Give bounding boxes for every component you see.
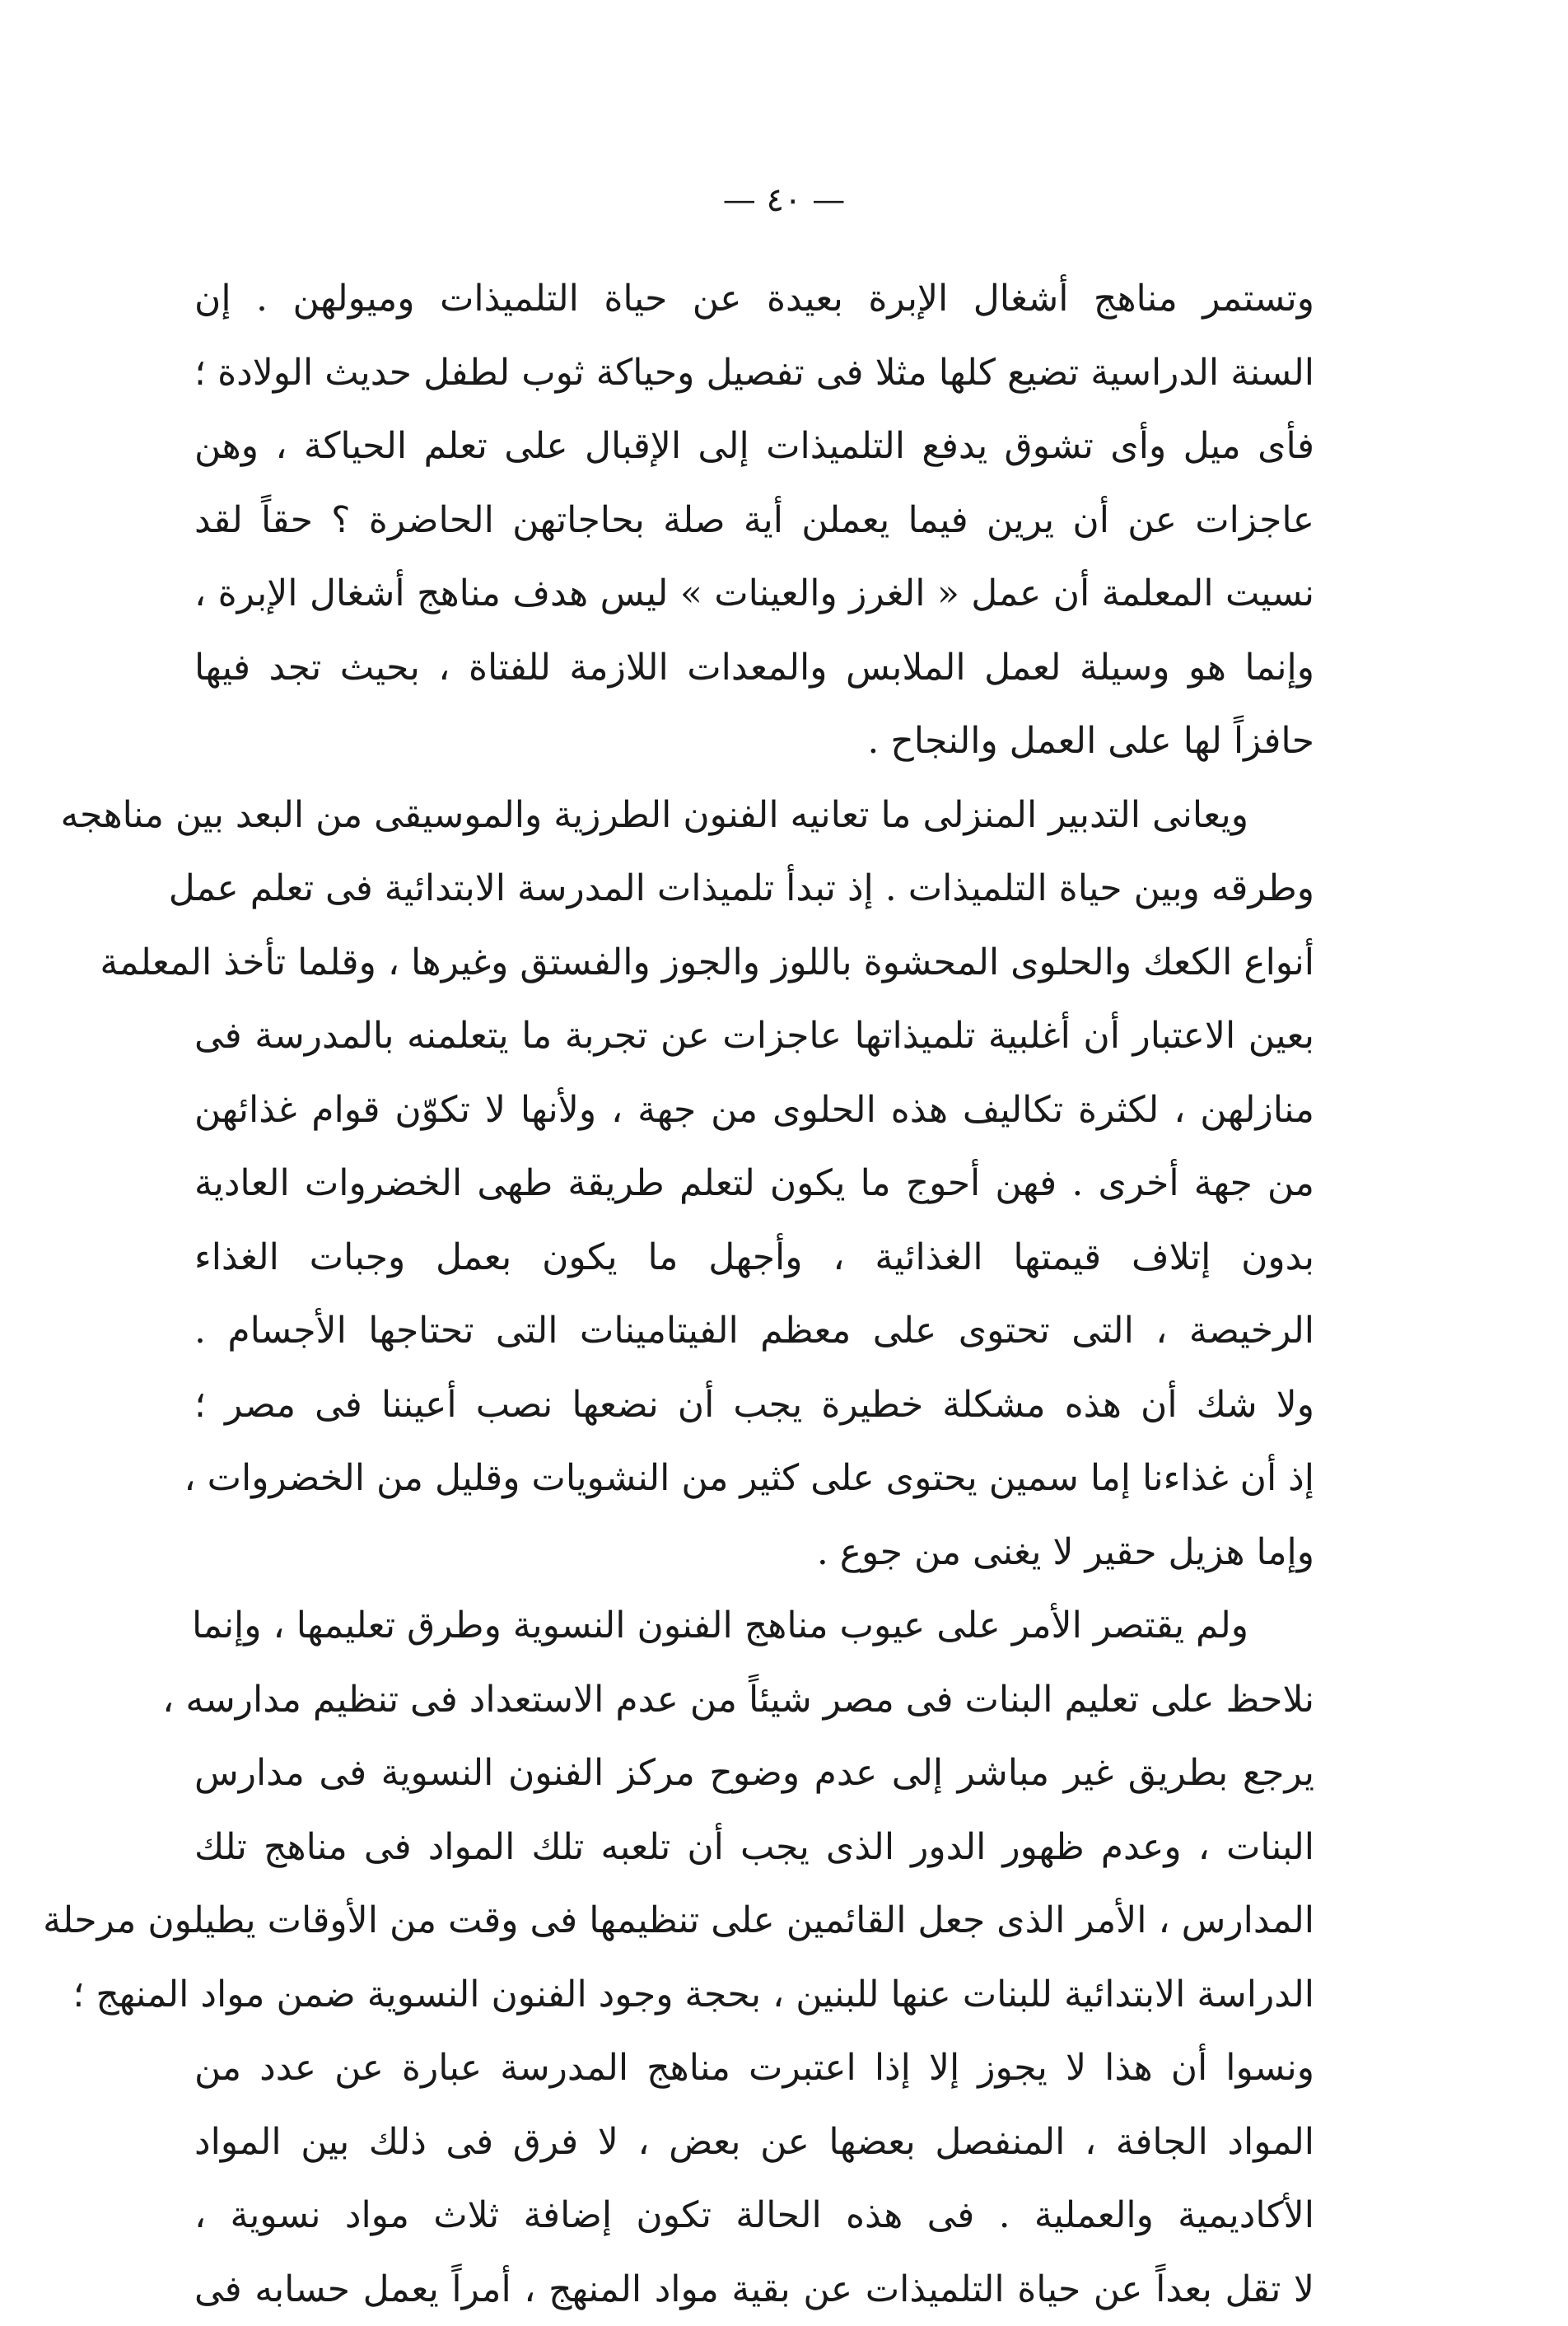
text-line: أنواع الكعك والحلوى المحشوة باللوز والجوز والفستق وغيرها ، وقلما تأخذ المعلمة (194, 926, 1314, 1000)
text-line: لا تقل بعداً عن حياة التلميذات عن بقية مواد المنهج ، أمراً يعمل حسابه فى (194, 2253, 1314, 2326)
text-line: حافزاً لها على العمل والنجاح . (194, 704, 1314, 778)
text-line: وإنما هو وسيلة لعمل الملابس والمعدات اللازمة للفتاة ، بحيث تجد فيها (194, 631, 1314, 705)
text-line: منازلهن ، لكثرة تكاليف هذه الحلوى من جهة ، ولأنها لا تكوّن قوام غذائهن (194, 1073, 1314, 1147)
text-line: وطرقه وبين حياة التلميذات . إذ تبدأ تلميذات المدرسة الابتدائية فى تعلم عمل (194, 852, 1314, 926)
text-line: المواد الجافة ، المنفصل بعضها عن بعض ، لا فرق فى ذلك بين المواد (194, 2105, 1314, 2179)
paragraph-home-economics (194, 778, 1314, 1590)
text-line: عاجزات عن أن يرين فيما يعملن أية صلة بحاجاتهن الحاضرة ؟ حقاً لقد (194, 483, 1314, 558)
paragraph-needlework (194, 262, 1314, 778)
text-line: بعين الاعتبار أن أغلبية تلميذاتها عاجزات عن تجربة ما يتعلمنه بالمدرسة فى (194, 999, 1314, 1073)
text-line: نسيت المعلمة أن عمل « الغرز والعينات » ليس هدف مناهج أشغال الإبرة ، (194, 557, 1314, 631)
text-line: نلاحظ على تعليم البنات فى مصر شيئاً من عدم الاستعداد فى تنظيم مدارسه ، (194, 1663, 1314, 1737)
page-number: — ٤٠ — (0, 181, 1568, 219)
text-line: الأكاديمية والعملية . فى هذه الحالة تكون إضافة ثلاث مواد نسوية ، (194, 2179, 1314, 2253)
text-line: من جهة أخرى . فهن أحوج ما يكون لتعلم طريقة طهى الخضروات العادية (194, 1147, 1314, 1221)
text-line: ويعانى التدبير المنزلى ما تعانيه الفنون الطرزية والموسيقى من البعد بين مناهجه (194, 778, 1314, 852)
text-line: يرجع بطريق غير مباشر إلى عدم وضوح مركز الفنون النسوية فى مدارس (194, 1736, 1314, 1810)
text-line: وإما هزيل حقير لا يغنى من جوع . (194, 1516, 1314, 1590)
text-line: ولا شك أن هذه مشكلة خطيرة يجب أن نضعها نصب أعيننا فى مصر ؛ (194, 1368, 1314, 1442)
text-line: ولم يقتصر الأمر على عيوب مناهج الفنون النسوية وطرق تعليمها ، وإنما (194, 1589, 1314, 1663)
text-line: السنة الدراسية تضيع كلها مثلا فى تفصيل وحياكة ثوب لطفل حديث الولادة ؛ (194, 336, 1314, 410)
text-line: المدارس ، الأمر الذى جعل القائمين على تنظيمها فى وقت من الأوقات يطيلون مرحلة (194, 1884, 1314, 1958)
text-line: البنات ، وعدم ظهور الدور الذى يجب أن تلعبه تلك المواد فى مناهج تلك (194, 1810, 1314, 1885)
text-line: إذ أن غذاءنا إما سمين يحتوى على كثير من النشويات وقليل من الخضروات ، (194, 1441, 1314, 1516)
body-text (194, 262, 1314, 2326)
text-line: بدون إتلاف قيمتها الغذائية ، وأجهل ما يكون بعمل وجبات الغذاء (194, 1221, 1314, 1295)
text-line: الدراسة الابتدائية للبنات عنها للبنين ، بحجة وجود الفنون النسوية ضمن مواد المنهج ؛ (194, 1958, 1314, 2032)
text-line: ونسوا أن هذا لا يجوز إلا إذا اعتبرت مناهج المدرسة عبارة عن عدد من (194, 2031, 1314, 2105)
text-line: وتستمر مناهج أشغال الإبرة بعيدة عن حياة التلميذات وميولهن . إن (194, 262, 1314, 336)
paragraph-school-organization (194, 1589, 1314, 2326)
text-line: الرخيصة ، التى تحتوى على معظم الفيتامينات التى تحتاجها الأجسام . (194, 1294, 1314, 1368)
text-line: فأى ميل وأى تشوق يدفع التلميذات إلى الإقبال على تعلم الحياكة ، وهن (194, 409, 1314, 483)
